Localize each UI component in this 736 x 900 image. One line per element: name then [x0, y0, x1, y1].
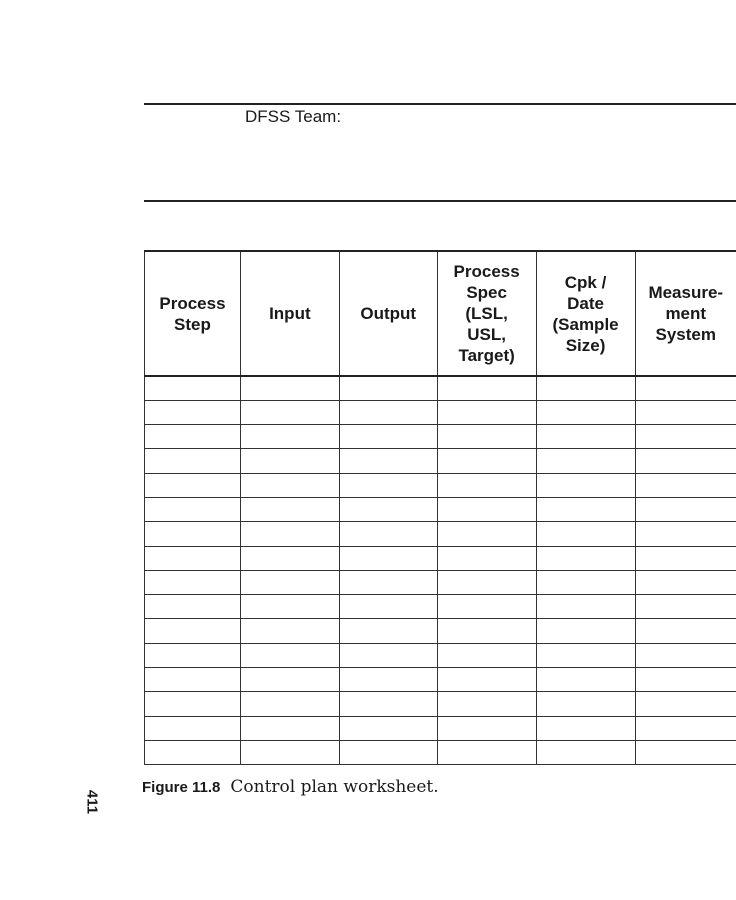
table-cell [635, 716, 736, 740]
table-cell [437, 692, 536, 716]
table-cell [339, 595, 437, 619]
table-cell [240, 570, 339, 594]
table-row [145, 595, 736, 619]
team-label: DFSS Team: [245, 107, 342, 126]
table-row [145, 473, 736, 497]
table-cell [635, 668, 736, 692]
table-cell [145, 522, 241, 546]
table-cell [240, 619, 339, 643]
table-row [145, 668, 736, 692]
table-cell [339, 546, 437, 570]
table-cell [536, 546, 635, 570]
table-cell [635, 497, 736, 521]
table-row [145, 376, 736, 400]
table-cell [339, 668, 437, 692]
column-header-input: Input [240, 251, 339, 376]
table-cell [536, 692, 635, 716]
table-cell [240, 546, 339, 570]
table-row [145, 716, 736, 740]
table-cell [339, 692, 437, 716]
table-cell [339, 740, 437, 764]
table-cell [240, 400, 339, 424]
table-cell [437, 449, 536, 473]
table-cell [536, 400, 635, 424]
table-cell [635, 546, 736, 570]
table-cell [437, 740, 536, 764]
table-cell [536, 570, 635, 594]
table-row [145, 570, 736, 594]
table-cell [240, 473, 339, 497]
table-cell [536, 595, 635, 619]
table-cell [145, 400, 241, 424]
table-cell [145, 497, 241, 521]
table-row [145, 643, 736, 667]
table-cell [339, 619, 437, 643]
table-cell [145, 376, 241, 400]
table-cell [635, 376, 736, 400]
table-cell [437, 522, 536, 546]
table-cell [339, 522, 437, 546]
column-header-process-spec: Process Spec (LSL, USL, Target) [437, 251, 536, 376]
table-cell [635, 740, 736, 764]
team-section-rule [144, 200, 736, 202]
table-cell [145, 619, 241, 643]
table-cell [437, 425, 536, 449]
column-header-output: Output [339, 251, 437, 376]
table-cell [635, 473, 736, 497]
table-cell [635, 449, 736, 473]
column-header-process-step: Process Step [145, 251, 241, 376]
table-cell [339, 497, 437, 521]
table-row [145, 692, 736, 716]
table-row [145, 400, 736, 424]
table-cell [240, 522, 339, 546]
table-cell [240, 668, 339, 692]
page-number: 411 [83, 789, 101, 815]
table-cell [437, 376, 536, 400]
table-row [145, 619, 736, 643]
top-rule [144, 103, 736, 105]
table-cell [339, 449, 437, 473]
table-cell [635, 619, 736, 643]
table-row [145, 497, 736, 521]
table-cell [536, 668, 635, 692]
table-cell [635, 595, 736, 619]
table-cell [240, 449, 339, 473]
table-cell [240, 740, 339, 764]
table-body [145, 376, 736, 765]
control-plan-table [144, 250, 736, 765]
table-row [145, 546, 736, 570]
table-row [145, 522, 736, 546]
table-cell [240, 595, 339, 619]
table-row [145, 740, 736, 764]
table-cell [145, 595, 241, 619]
table-cell [635, 522, 736, 546]
table-cell [145, 692, 241, 716]
table-cell [339, 473, 437, 497]
table-cell [536, 643, 635, 667]
figure-caption [142, 777, 439, 797]
table-cell [339, 400, 437, 424]
table-cell [339, 425, 437, 449]
table-cell [145, 425, 241, 449]
table-cell [145, 668, 241, 692]
table-cell [635, 400, 736, 424]
table-cell [536, 473, 635, 497]
table-cell [437, 643, 536, 667]
table-cell [437, 570, 536, 594]
table-cell [240, 692, 339, 716]
table-cell [339, 376, 437, 400]
table-cell [536, 449, 635, 473]
table-cell [240, 425, 339, 449]
table-cell [240, 716, 339, 740]
table-cell [536, 497, 635, 521]
table-cell [437, 497, 536, 521]
table-header-row [145, 251, 736, 376]
table-cell [339, 716, 437, 740]
table-cell [437, 716, 536, 740]
table-cell [635, 643, 736, 667]
table-cell [536, 425, 635, 449]
table-row [145, 425, 736, 449]
table-row [145, 449, 736, 473]
table-cell [145, 449, 241, 473]
table-cell [437, 400, 536, 424]
table-cell [240, 497, 339, 521]
table-cell [437, 668, 536, 692]
table-cell [145, 740, 241, 764]
table-cell [145, 716, 241, 740]
table-cell [339, 643, 437, 667]
table-cell [635, 692, 736, 716]
table-cell [437, 595, 536, 619]
figure-label: Figure 11.8 [142, 779, 221, 796]
table-cell [145, 546, 241, 570]
table-cell [635, 425, 736, 449]
table-cell [145, 473, 241, 497]
table-cell [536, 376, 635, 400]
column-header-cpk-date: Cpk / Date (Sample Size) [536, 251, 635, 376]
table-cell [145, 643, 241, 667]
table-cell [536, 619, 635, 643]
column-header-measurement-system: Measure- ment System [635, 251, 736, 376]
table-cell [339, 570, 437, 594]
table-cell [437, 619, 536, 643]
table-cell [536, 740, 635, 764]
table-cell [437, 473, 536, 497]
table-cell [536, 522, 635, 546]
table-cell [536, 716, 635, 740]
table-cell [240, 376, 339, 400]
figure-caption-text: Control plan worksheet. [230, 777, 439, 797]
table-cell [635, 570, 736, 594]
table-cell [145, 570, 241, 594]
table-cell [437, 546, 536, 570]
table-cell [240, 643, 339, 667]
